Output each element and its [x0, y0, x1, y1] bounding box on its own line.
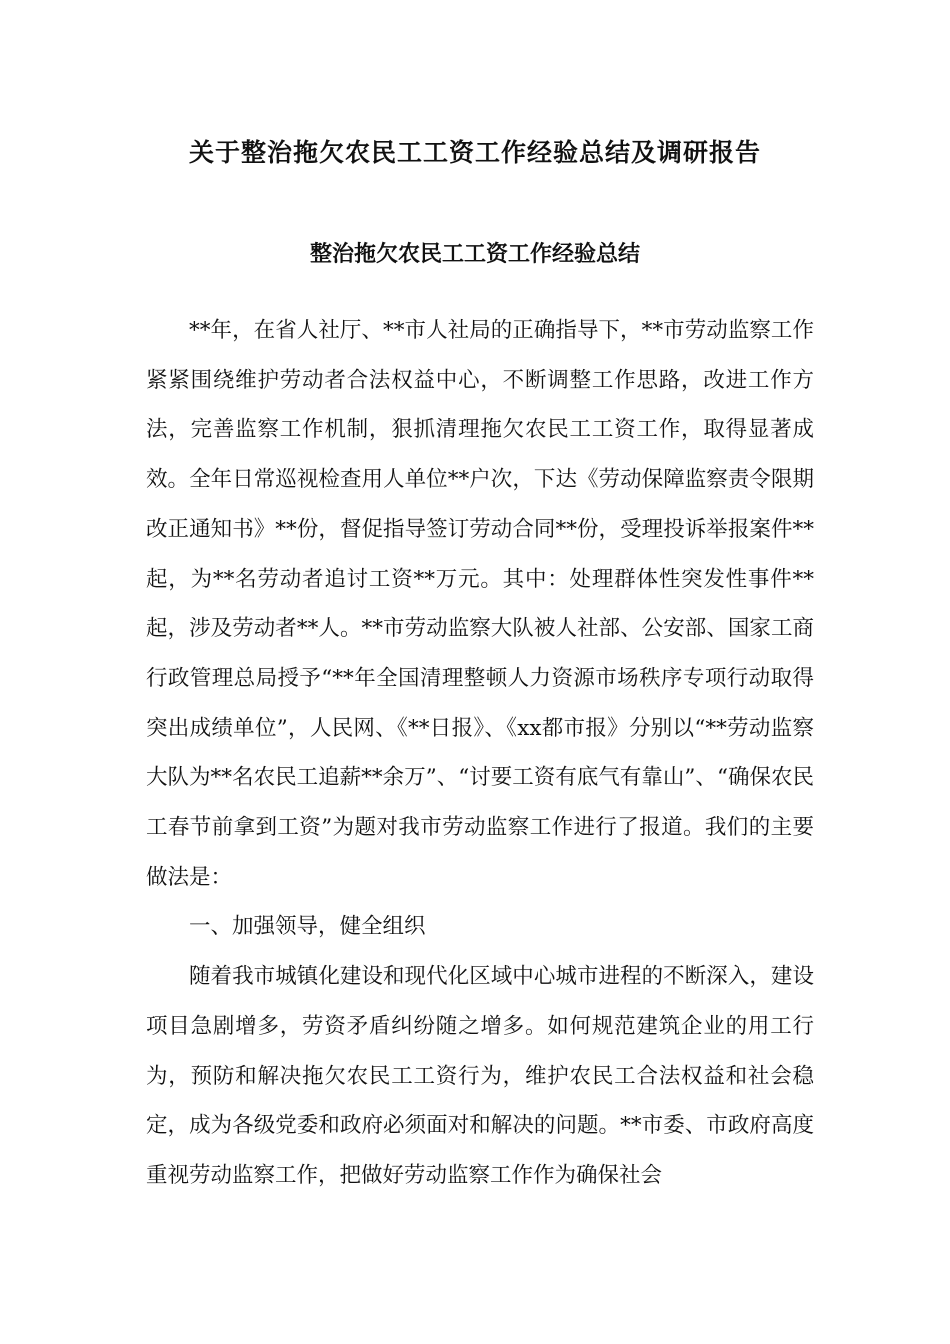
paragraph-section-1: 随着我市城镇化建设和现代化区域中心城市进程的不断深入，建设项目急剧增多，劳资矛盾纠纷随之增多。如何规范建筑企业的用工行为，预防和解决拖欠农民工工资行为，维护农民工合法权益和社会稳定，成为各级党委和政府必须面对和解决的问题。**市委、市政府高度重视劳动监察工作，把做好劳动监察工作作为确保社会	[146, 964, 814, 1188]
document-title: 关于整治拖欠农民工工资工作经验总结及调研报告	[188, 138, 761, 167]
document-subtitle: 整治拖欠农民工工资工作经验总结	[309, 241, 640, 267]
paragraph-intro: **年，在省人社厅、**市人社局的正确指导下，**市劳动监察工作紧紧围绕维护劳动者合法权益中心，不断调整工作思路，改进工作方法，完善监察工作机制，狠抓清理拖欠农民工工资工作，取得显著成效。全年日常巡视检查用人单位**户次，下达《劳动保障监察责令限期改正通知书》**份，督促指导签订劳动合同**份，受理投诉举报案件**起，为**名劳动者追讨工资**万元。其中：处理群体性突发性事件**起，涉及劳动者**人。**市劳动监察大队被人社部、公安部、国家工商行政管理总局授予“**年全国清理整顿人力资源市场秩序专项行动取得突出成绩单位”，人民网、《**日报》、《xx都市报》分别以“**劳动监察大队为**名农民工追薪**余万”、“讨要工资有底气有靠山”、“确保农民工春节前拿到工资”为题对我市劳动监察工作进行了报道。我们的主要做法是：	[146, 318, 814, 890]
section-heading-1: 一、加强领导，健全组织	[189, 914, 426, 940]
document-body	[146, 306, 814, 1201]
